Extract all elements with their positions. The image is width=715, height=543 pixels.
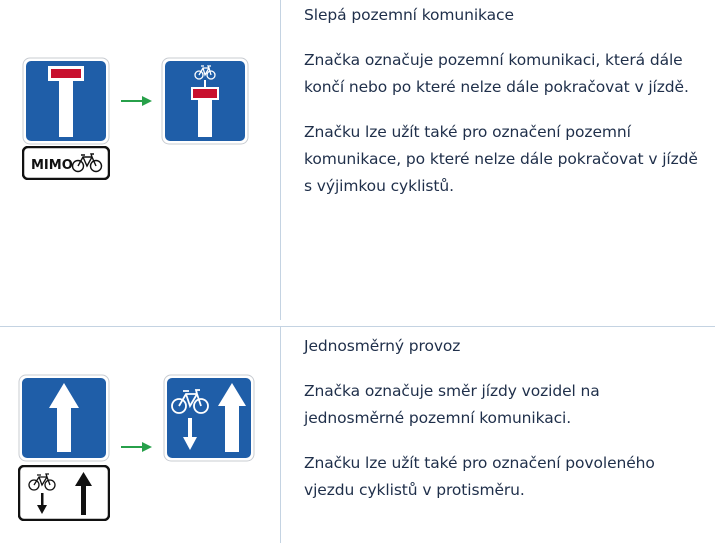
section-paragraph: Značka označuje pozemní komunikaci, která dále končí nebo po které nelze dále pokračovat v jízdě. — [304, 51, 689, 96]
one-way-sign — [18, 374, 110, 462]
dead-end-sign-icon — [22, 57, 110, 145]
section-dead-end-text — [304, 2, 704, 200]
green-arrow-1 — [120, 94, 154, 108]
section-title: Slepá pozemní komunikace — [304, 6, 514, 24]
supplementary-plate-mimo — [22, 146, 110, 180]
green-arrow-2 — [120, 440, 154, 454]
section-one-way-text — [304, 333, 704, 504]
dead-end-except-cyclists-sign — [161, 57, 249, 145]
one-way-sign-icon — [163, 374, 255, 462]
dead-end-sign — [22, 57, 110, 145]
section-paragraph: Značku lze užít také pro označení povoleného vjezdu cyklistů v protisměru. — [304, 454, 655, 499]
one-way-sign-icon — [18, 374, 110, 462]
one-way-with-cyclists-sign — [163, 374, 255, 462]
section-paragraph: Značku lze užít také pro označení pozemní komunikace, po které nelze dále pokračovat v jízdě s výjimkou cyklistů. — [304, 123, 698, 195]
column-divider-top — [280, 0, 281, 320]
supplementary-plate-cyclists-contraflow — [18, 465, 110, 521]
column-divider-bottom — [280, 327, 281, 543]
green-arrow-icon — [120, 94, 154, 108]
row-divider — [0, 326, 715, 327]
dead-end-sign-icon — [161, 57, 249, 145]
section-title: Jednosměrný provoz — [304, 337, 461, 355]
green-arrow-icon — [120, 440, 154, 454]
section-paragraph: Značka označuje směr jízdy vozidel na jednosměrné pozemní komunikaci. — [304, 382, 600, 427]
supplementary-label: MIMO — [31, 158, 73, 173]
